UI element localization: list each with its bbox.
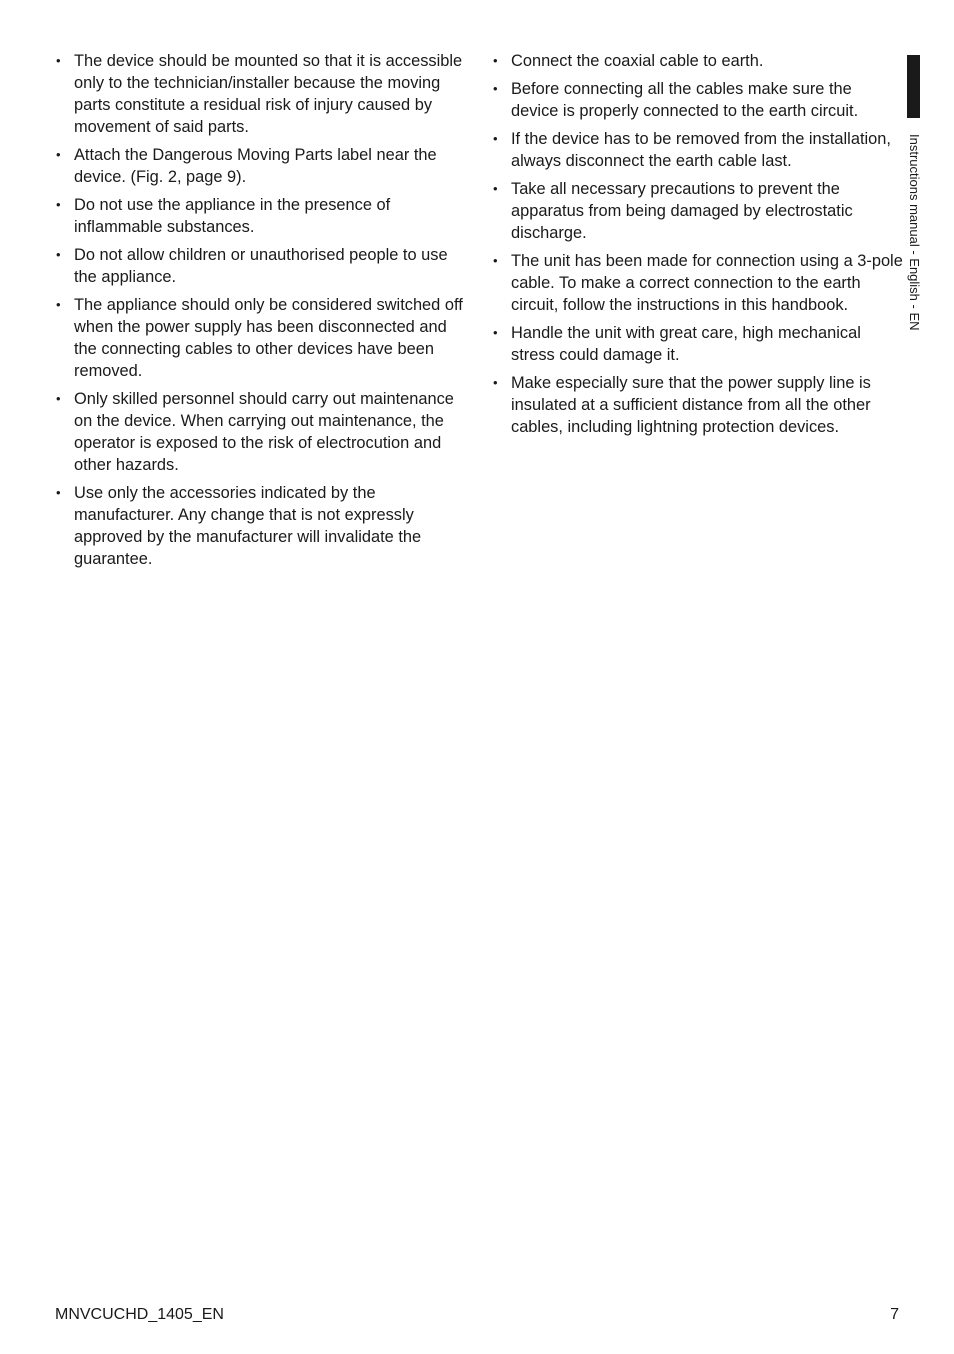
left-column-list <box>56 50 466 576</box>
bullet-icon: • <box>56 485 61 500</box>
bullet-icon: • <box>493 375 498 390</box>
list-item-text: Do not use the appliance in the presence of inflammable substances. <box>74 196 391 236</box>
list-item <box>493 78 903 122</box>
bullet-icon: • <box>56 297 61 312</box>
bullet-icon: • <box>56 197 61 212</box>
list-item <box>56 388 466 476</box>
bullet-icon: • <box>493 53 498 68</box>
list-item <box>493 322 903 366</box>
document-code: MNVCUCHD_1405_EN <box>55 1306 224 1323</box>
list-item-text: Before connecting all the cables make sure the device is properly connected to the earth circuit. <box>511 80 859 120</box>
list-item-text: Take all necessary precautions to prevent the apparatus from being damaged by electrostatic discharge. <box>511 180 853 242</box>
list-item-text: Only skilled personnel should carry out maintenance on the device. When carrying out maintenance, the operator is exposed to the risk of electrocution and other hazards. <box>74 390 454 474</box>
list-item <box>493 178 903 244</box>
list-item-text: Use only the accessories indicated by the manufacturer. Any change that is not expressly approved by the manufacturer will invalidate the guarantee. <box>74 484 422 568</box>
list-item <box>493 128 903 172</box>
section-tab-marker <box>907 55 920 118</box>
right-column-list <box>493 50 903 444</box>
list-item <box>493 250 903 316</box>
bullet-icon: • <box>56 247 61 262</box>
list-item-text: Handle the unit with great care, high mechanical stress could damage it. <box>511 324 861 364</box>
bullet-icon: • <box>493 253 498 268</box>
list-item <box>493 50 903 72</box>
bullet-icon: • <box>493 181 498 196</box>
list-item <box>493 372 903 438</box>
list-item-text: Attach the Dangerous Moving Parts label near the device. (Fig. 2, page 9). <box>74 146 437 186</box>
list-item <box>56 50 466 138</box>
list-item <box>56 294 466 382</box>
bullet-icon: • <box>493 131 498 146</box>
list-item <box>56 244 466 288</box>
list-item-text: If the device has to be removed from the installation, always disconnect the earth cable last. <box>511 130 891 170</box>
list-item <box>56 482 466 570</box>
list-item-text: The device should be mounted so that it is accessible only to the technician/installer because the moving parts constitute a residual risk of injury caused by movement of said parts. <box>74 52 463 136</box>
side-section-label: Instructions manual - English - EN <box>907 134 922 331</box>
bullet-icon: • <box>56 147 61 162</box>
list-item-text: Make especially sure that the power supply line is insulated at a sufficient distance from all the other cables, including lightning protection devices. <box>511 374 871 436</box>
list-item-text: Connect the coaxial cable to earth. <box>511 52 764 70</box>
list-item <box>56 194 466 238</box>
list-item-text: The unit has been made for connection using a 3-pole cable. To make a correct connection to the earth circuit, follow the instructions in this handbook. <box>511 252 903 314</box>
list-item-text: Do not allow children or unauthorised people to use the appliance. <box>74 246 448 286</box>
side-label-container <box>904 134 924 364</box>
bullet-icon: • <box>56 53 61 68</box>
list-item-text: The appliance should only be considered switched off when the power supply has been disconnected and the connecting cables to other devices have been removed. <box>74 296 463 380</box>
bullet-icon: • <box>493 81 498 96</box>
list-item <box>56 144 466 188</box>
page-number: 7 <box>890 1306 899 1323</box>
bullet-icon: • <box>493 325 498 340</box>
bullet-icon: • <box>56 391 61 406</box>
